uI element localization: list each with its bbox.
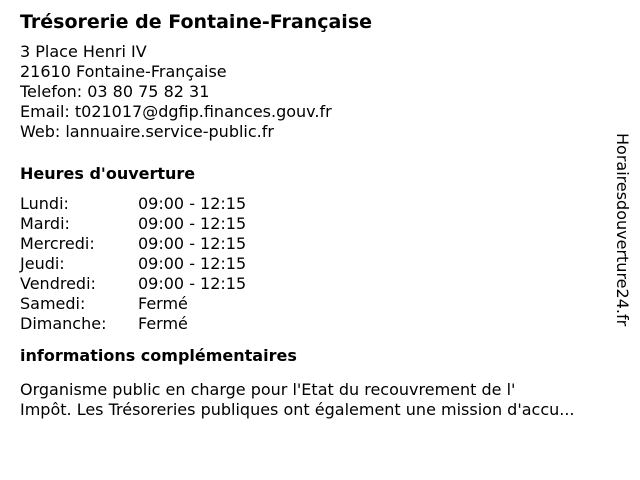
opening-hours-heading: Heures d'ouverture	[20, 164, 196, 183]
description-line: Organisme public en charge pour l'Etat du recouvrement de l'	[20, 380, 516, 399]
business-title: Trésorerie de Fontaine-Française	[20, 11, 373, 33]
day-time: 09:00 - 12:15	[138, 254, 247, 273]
day-label: Dimanche:	[20, 314, 107, 333]
business-info-card	[20, 10, 620, 420]
watermark-text: Horairesdouverture24.fr	[613, 133, 632, 327]
day-time: Fermé	[138, 314, 188, 333]
additional-info-heading: informations complémentaires	[20, 346, 297, 365]
day-label: Vendredi:	[20, 274, 96, 293]
phone-line: Telefon: 03 80 75 82 31	[20, 82, 210, 101]
contact-block	[20, 42, 620, 142]
description-text	[20, 380, 620, 420]
hours-row	[20, 294, 620, 314]
opening-hours-table	[20, 194, 620, 334]
city-postal: 21610 Fontaine-Française	[20, 62, 227, 81]
hours-row	[20, 194, 620, 214]
day-time: Fermé	[138, 294, 188, 313]
hours-row	[20, 254, 620, 274]
street-address: 3 Place Henri IV	[20, 42, 147, 61]
hours-row	[20, 274, 620, 294]
day-label: Mardi:	[20, 214, 70, 233]
day-label: Jeudi:	[20, 254, 65, 273]
site-watermark	[610, 133, 634, 343]
hours-row	[20, 214, 620, 234]
day-time: 09:00 - 12:15	[138, 214, 247, 233]
day-time: 09:00 - 12:15	[138, 234, 247, 253]
description-line: Impôt. Les Trésoreries publiques ont également une mission d'accu...	[20, 400, 575, 419]
day-time: 09:00 - 12:15	[138, 274, 247, 293]
web-line: Web: lannuaire.service-public.fr	[20, 122, 274, 141]
email-line: Email: t021017@dgfip.finances.gouv.fr	[20, 102, 332, 121]
hours-row	[20, 314, 620, 334]
day-time: 09:00 - 12:15	[138, 194, 247, 213]
day-label: Samedi:	[20, 294, 86, 313]
day-label: Mercredi:	[20, 234, 95, 253]
day-label: Lundi:	[20, 194, 69, 213]
hours-row	[20, 234, 620, 254]
